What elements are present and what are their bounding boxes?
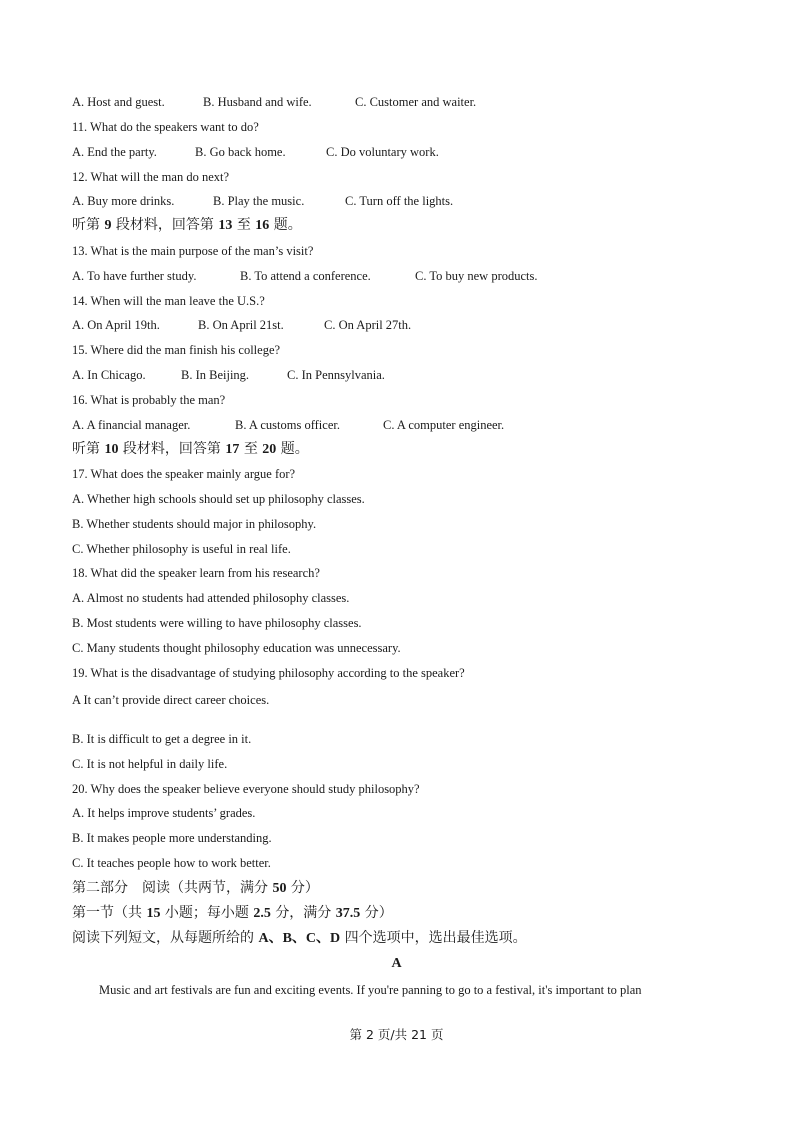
q14-options [72, 317, 412, 333]
q18-question: 18. What did the speaker learn from his research? [72, 566, 320, 580]
q16-question: 16. What is probably the man? [72, 393, 226, 407]
q13-option-b: B. To attend a conference. [240, 269, 371, 283]
q11-question: 11. What do the speakers want to do? [72, 120, 259, 134]
part-2-heading: 第二部分 阅读（共两节，满分 50 分） [72, 880, 319, 896]
q19-option-a: A It can’t provide direct career choices. [72, 693, 270, 707]
q15-option-a: A. In Chicago. [72, 368, 146, 382]
reading-instruction: 阅读下列短文，从每题所给的 A、B、C、D 四个选项中，选出最佳选项。 [72, 930, 527, 946]
passage-label: A [391, 956, 402, 971]
q12-option-a: A. Buy more drinks. [72, 194, 175, 208]
q10-option-c: C. Customer and waiter. [355, 95, 477, 109]
q18-option-b: B. Most students were willing to have philosophy classes. [72, 616, 362, 630]
q10-options [72, 94, 477, 110]
q14-option-c: C. On April 27th. [324, 318, 412, 332]
q14-question: 14. When will the man leave the U.S.? [72, 294, 265, 308]
q14-option-b: B. On April 21st. [198, 318, 284, 332]
q16-option-a: A. A financial manager. [72, 418, 191, 432]
q15-options [72, 367, 385, 383]
page-number: 第 2 页/共 21 页 [349, 1027, 444, 1042]
q13-question: 13. What is the main purpose of the man’s visit? [72, 244, 314, 258]
q17-option-b: B. Whether students should major in philosophy. [72, 517, 317, 531]
q20-option-c: C. It teaches people how to work better. [72, 856, 271, 870]
q11-option-b: B. Go back home. [195, 145, 286, 159]
q13-option-c: C. To buy new products. [415, 269, 538, 283]
q10-option-a: A. Host and guest. [72, 95, 165, 109]
q17-option-c: C. Whether philosophy is useful in real life. [72, 542, 291, 556]
q16-option-b: B. A customs officer. [235, 418, 340, 432]
q15-option-b: B. In Beijing. [181, 368, 250, 382]
q12-option-b: B. Play the music. [213, 194, 305, 208]
section-1-heading: 第一节（共 15 小题；每小题 2.5 分，满分 37.5 分） [72, 905, 393, 921]
q11-option-c: C. Do voluntary work. [326, 145, 439, 159]
q11-options [72, 144, 439, 160]
q20-question: 20. Why does the speaker believe everyone should study philosophy? [72, 782, 420, 796]
q12-question: 12. What will the man do next? [72, 170, 230, 184]
q13-option-a: A. To have further study. [72, 269, 197, 283]
q20-option-b: B. It makes people more understanding. [72, 831, 272, 845]
q17-question: 17. What does the speaker mainly argue for? [72, 467, 296, 481]
q12-option-c: C. Turn off the lights. [345, 194, 454, 208]
q12-options [72, 193, 454, 209]
q16-options [72, 417, 505, 433]
q17-option-a: A. Whether high schools should set up philosophy classes. [72, 492, 365, 506]
q15-option-c: C. In Pennsylvania. [287, 368, 385, 382]
q15-question: 15. Where did the man finish his college? [72, 343, 281, 357]
q10-option-b: B. Husband and wife. [203, 95, 312, 109]
passage-first-line: Music and art festivals are fun and exciting events. If you're panning to go to a festival, it's important to plan [99, 983, 642, 997]
q18-option-a: A. Almost no students had attended philosophy classes. [72, 591, 350, 605]
q16-option-c: C. A computer engineer. [383, 418, 505, 432]
q20-option-a: A. It helps improve students’ grades. [72, 806, 256, 820]
q18-option-c: C. Many students thought philosophy education was unnecessary. [72, 641, 401, 655]
q19-option-c: C. It is not helpful in daily life. [72, 757, 228, 771]
q11-option-a: A. End the party. [72, 145, 157, 159]
section-9-heading: 听第 9 段材料，回答第 13 至 16 题。 [72, 217, 302, 233]
q19-question: 19. What is the disadvantage of studying philosophy according to the speaker? [72, 666, 465, 680]
q14-option-a: A. On April 19th. [72, 318, 160, 332]
q19-option-b: B. It is difficult to get a degree in it. [72, 732, 252, 746]
section-10-heading: 听第 10 段材料，回答第 17 至 20 题。 [72, 441, 309, 457]
q13-options [72, 268, 538, 284]
